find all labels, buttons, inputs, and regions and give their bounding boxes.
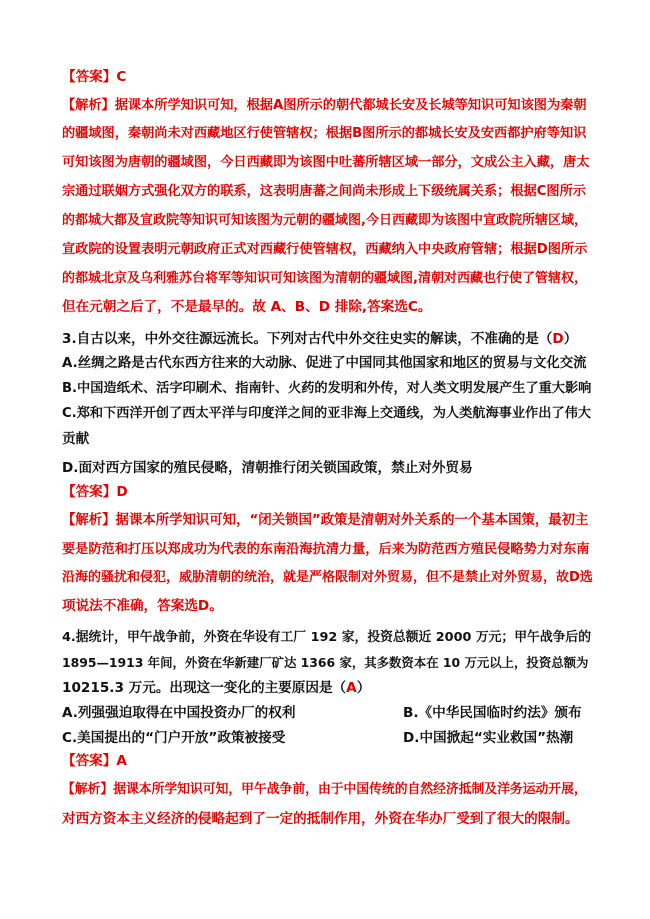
analysis-line: 的都城北京及乌利雅苏台将军等知识可知该图为清朝的疆域图,清朝对西藏也行使了管辖权， [62,271,587,286]
stem-text: 10215.3 万元。出现这一变化的主要原因是（ [62,680,347,696]
option-d: D.面对西方国家的殖民侵略，清朝推行闭关锁国政策，禁止对外贸易 [62,460,473,476]
option-b: B.中国造纸术、活字印刷术、指南针、火药的发明和外传，对人类文明发展产生了重大影响 [62,381,592,396]
answer-value: A [116,753,127,769]
analysis-line: 对西方资本主义经济的侵略起到了一定的抵制作用，外资在华办厂受到了很大的限制。 [62,811,579,827]
analysis-line: 宣政院的设置表明元朝政府正式对西藏行使管辖权，西藏纳入中央政府管辖；根据D图所示 [62,242,588,257]
answer-line-q4 [62,751,592,771]
answer-mark: D [552,331,564,347]
option-b: B.《中华民国临时约法》颁布 [403,705,582,721]
analysis-line: 宗通过联姻方式强化双方的联系，这表明唐蕃之间尚未形成上下级统属关系；根据C图所示 [62,184,586,199]
analysis-line: 【解析】据课本所学知识可知，“闭关锁国”政策是清朝对外关系的一个基本国策，最初主 [62,513,589,528]
analysis-line: 项说法不准确，答案选D。 [62,598,223,614]
option-a: A.丝绸之路是古代东西方往来的大动脉、促进了中国同其他国家和地区的贸易与文化交流 [62,356,587,371]
answer-tag: 【答案】 [62,753,117,769]
option-c: C.美国提出的“门户开放”政策被接受 [62,730,286,746]
option-a: A.列强强迫取得在中国投资办厂的权利 [62,705,296,721]
stem-text-end: ） [356,680,371,696]
stem-text-end: ） [563,331,578,347]
answer-tag: 【答案】 [62,69,117,85]
option-row-ab [62,703,592,723]
answer-mark: A [346,680,357,696]
option-row-cd [62,728,592,748]
question-4-stem: 4.据统计，甲午战争前，外资在华设有工厂 192 家，投资总额近 2000 万元；甲午战争后的 [62,630,592,645]
analysis-line: 【解析】据课本所学知识可知，根据A图所示的朝代都城长安及长城等知识可知该图为秦朝 [62,98,587,113]
answer-tag: 【答案】 [62,484,117,500]
analysis-line: 沿海的骚扰和侵犯，威胁清朝的统治，就是严格限制对外贸易，但不是禁止对外贸易，故D选 [62,570,593,585]
analysis-line: 要是防范和打压以郑成功为代表的东南沿海抗清力量，后来为防范西方殖民侵略势力对东南 [62,542,590,557]
answer-value: D [116,484,128,500]
option-d: D.中国掀起“实业救国”热潮 [403,730,574,746]
analysis-line: 可知该图为唐朝的疆域图，今日西藏即为该图中吐蕃所辖区域一部分，文成公主入藏，唐太 [62,155,590,170]
answer-value: C [116,69,127,85]
question-4-stem: 1895—1913 年间，外资在华新建厂矿达 1366 家，其多数资本在 10 万元以上，投资总额为 [62,655,589,670]
answer-line-q2 [62,67,592,87]
option-c-cont: 贡献 [62,431,90,447]
stem-text: 3.自古以来，中外交往源远流长。下列对古代中外交往史实的解读，不准确的是（ [62,331,553,347]
analysis-line: 【解析】据课本所学知识可知，甲午战争前，由于中国传统的自然经济抵制及洋务运动开展， [62,782,587,797]
analysis-line: 的疆域图，秦朝尚未对西藏地区行使管辖权；根据B图所示的都城长安及安西都护府等知识 [62,126,587,141]
analysis-line: 但在元朝之后了，不是最早的。故 A、B、D 排除,答案选C。 [62,299,432,315]
answer-line-q3 [62,482,592,502]
analysis-line: 的都城大都及宣政院等知识可知该图为元朝的疆域图,今日西藏即为该图中宣政院所辖区域， [62,213,587,228]
option-c: C.郑和下西洋开创了西太平洋与印度洋之间的亚非海上交通线，为人类航海事业作出了伟大 [62,406,591,421]
question-3-stem [62,329,592,349]
question-4-stem [62,678,592,698]
